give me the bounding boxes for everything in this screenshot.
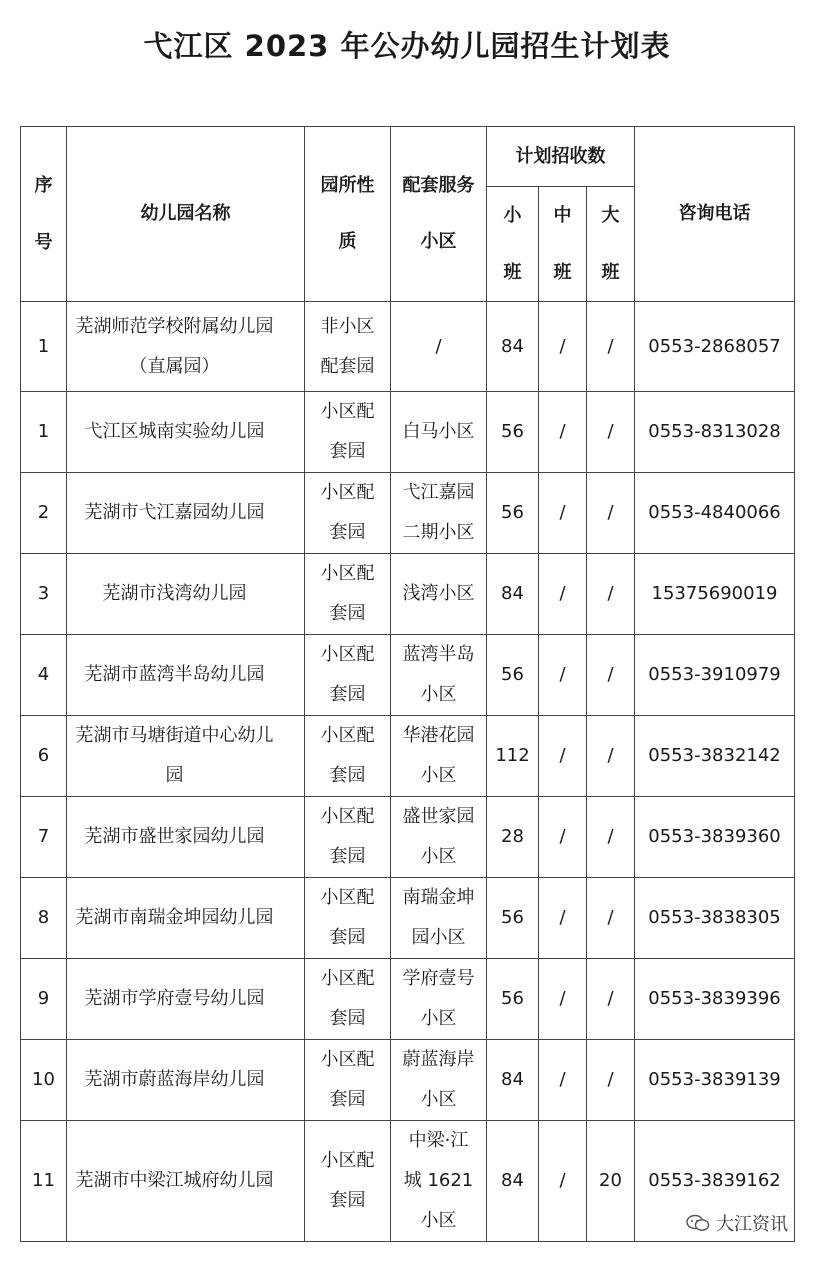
cell-small: 84 [487, 554, 539, 635]
cell-name: 芜湖市蔚蓝海岸幼儿园 [67, 1040, 305, 1121]
header-plan: 计划招收数 [487, 127, 635, 187]
cell-middle: / [539, 959, 587, 1040]
cell-middle: / [539, 302, 587, 392]
cell-seq: 6 [21, 716, 67, 797]
cell-small: 28 [487, 797, 539, 878]
cell-small: 84 [487, 1121, 539, 1242]
cell-name: 芜湖师范学校附属幼儿园（直属园） [67, 302, 305, 392]
cell-service: / [391, 302, 487, 392]
cell-large: / [587, 959, 635, 1040]
cell-phone: 0553-2868057 [635, 302, 795, 392]
cell-service: 学府壹号小区 [391, 959, 487, 1040]
cell-large: / [587, 878, 635, 959]
cell-middle: / [539, 1121, 587, 1242]
cell-type: 小区配套园 [305, 716, 391, 797]
header-small: 小班 [487, 187, 539, 302]
cell-phone: 0553-3839396 [635, 959, 795, 1040]
enrollment-plan-table [20, 126, 795, 1242]
cell-seq: 1 [21, 392, 67, 473]
cell-service: 蔚蓝海岸小区 [391, 1040, 487, 1121]
cell-seq: 11 [21, 1121, 67, 1242]
cell-type: 小区配套园 [305, 473, 391, 554]
cell-large: / [587, 392, 635, 473]
cell-middle: / [539, 554, 587, 635]
cell-middle: / [539, 473, 587, 554]
table-row [21, 635, 795, 716]
cell-small: 56 [487, 878, 539, 959]
table-row [21, 1040, 795, 1121]
cell-phone: 0553-3832142 [635, 716, 795, 797]
cell-middle: / [539, 1040, 587, 1121]
cell-service: 弋江嘉园二期小区 [391, 473, 487, 554]
cell-phone: 0553-8313028 [635, 392, 795, 473]
cell-type: 小区配套园 [305, 635, 391, 716]
cell-type: 小区配套园 [305, 554, 391, 635]
cell-phone: 15375690019 [635, 554, 795, 635]
header-middle: 中班 [539, 187, 587, 302]
cell-name: 芜湖市蓝湾半岛幼儿园 [67, 635, 305, 716]
header-phone: 咨询电话 [635, 127, 795, 302]
cell-large: / [587, 716, 635, 797]
cell-name: 芜湖市盛世家园幼儿园 [67, 797, 305, 878]
header-seq: 序号 [21, 127, 67, 302]
cell-small: 112 [487, 716, 539, 797]
cell-small: 56 [487, 392, 539, 473]
cell-small: 84 [487, 1040, 539, 1121]
cell-service: 蓝湾半岛小区 [391, 635, 487, 716]
cell-service: 南瑞金坤园小区 [391, 878, 487, 959]
cell-large: 20 [587, 1121, 635, 1242]
table-row [21, 473, 795, 554]
cell-type: 小区配套园 [305, 1121, 391, 1242]
cell-middle: / [539, 635, 587, 716]
cell-small: 56 [487, 959, 539, 1040]
header-service: 配套服务小区 [391, 127, 487, 302]
cell-type: 小区配套园 [305, 1040, 391, 1121]
cell-name: 芜湖市南瑞金坤园幼儿园 [67, 878, 305, 959]
cell-phone: 0553-3839139 [635, 1040, 795, 1121]
cell-large: / [587, 554, 635, 635]
cell-name: 弋江区城南实验幼儿园 [67, 392, 305, 473]
cell-small: 56 [487, 635, 539, 716]
table-row [21, 392, 795, 473]
table-row [21, 1121, 795, 1242]
cell-large: / [587, 635, 635, 716]
cell-seq: 9 [21, 959, 67, 1040]
cell-seq: 3 [21, 554, 67, 635]
cell-seq: 8 [21, 878, 67, 959]
cell-large: / [587, 1040, 635, 1121]
cell-seq: 7 [21, 797, 67, 878]
wechat-icon [686, 1214, 710, 1232]
table-row [21, 959, 795, 1040]
cell-middle: / [539, 392, 587, 473]
cell-service: 浅湾小区 [391, 554, 487, 635]
cell-name: 芜湖市学府壹号幼儿园 [67, 959, 305, 1040]
cell-small: 84 [487, 302, 539, 392]
cell-type: 小区配套园 [305, 878, 391, 959]
cell-seq: 1 [21, 302, 67, 392]
cell-phone: 0553-3910979 [635, 635, 795, 716]
table-row [21, 878, 795, 959]
cell-seq: 4 [21, 635, 67, 716]
cell-name: 芜湖市弋江嘉园幼儿园 [67, 473, 305, 554]
cell-phone: 0553-3839360 [635, 797, 795, 878]
table-row [21, 302, 795, 392]
cell-name: 芜湖市马塘街道中心幼儿园 [67, 716, 305, 797]
table-row [21, 797, 795, 878]
cell-small: 56 [487, 473, 539, 554]
cell-service: 盛世家园小区 [391, 797, 487, 878]
watermark [686, 1210, 788, 1236]
cell-middle: / [539, 797, 587, 878]
cell-phone: 0553-3839162 [635, 1121, 795, 1242]
cell-large: / [587, 797, 635, 878]
watermark-text: 大江资讯 [716, 1214, 788, 1235]
table-row [21, 554, 795, 635]
header-type: 园所性质 [305, 127, 391, 302]
cell-name: 芜湖市浅湾幼儿园 [67, 554, 305, 635]
cell-type: 小区配套园 [305, 392, 391, 473]
cell-type: 小区配套园 [305, 959, 391, 1040]
cell-phone: 0553-4840066 [635, 473, 795, 554]
cell-large: / [587, 473, 635, 554]
cell-service: 华港花园小区 [391, 716, 487, 797]
header-name: 幼儿园名称 [67, 127, 305, 302]
cell-service: 白马小区 [391, 392, 487, 473]
page-title: 弋江区 2023 年公办幼儿园招生计划表 [143, 29, 671, 63]
cell-type: 非小区配套园 [305, 302, 391, 392]
cell-name: 芜湖市中梁江城府幼儿园 [67, 1121, 305, 1242]
cell-type: 小区配套园 [305, 797, 391, 878]
table-row [21, 716, 795, 797]
cell-phone: 0553-3838305 [635, 878, 795, 959]
cell-seq: 10 [21, 1040, 67, 1121]
cell-large: / [587, 302, 635, 392]
cell-seq: 2 [21, 473, 67, 554]
cell-middle: / [539, 878, 587, 959]
header-large: 大班 [587, 187, 635, 302]
cell-middle: / [539, 716, 587, 797]
cell-service: 中梁·江城 1621 小区 [391, 1121, 487, 1242]
